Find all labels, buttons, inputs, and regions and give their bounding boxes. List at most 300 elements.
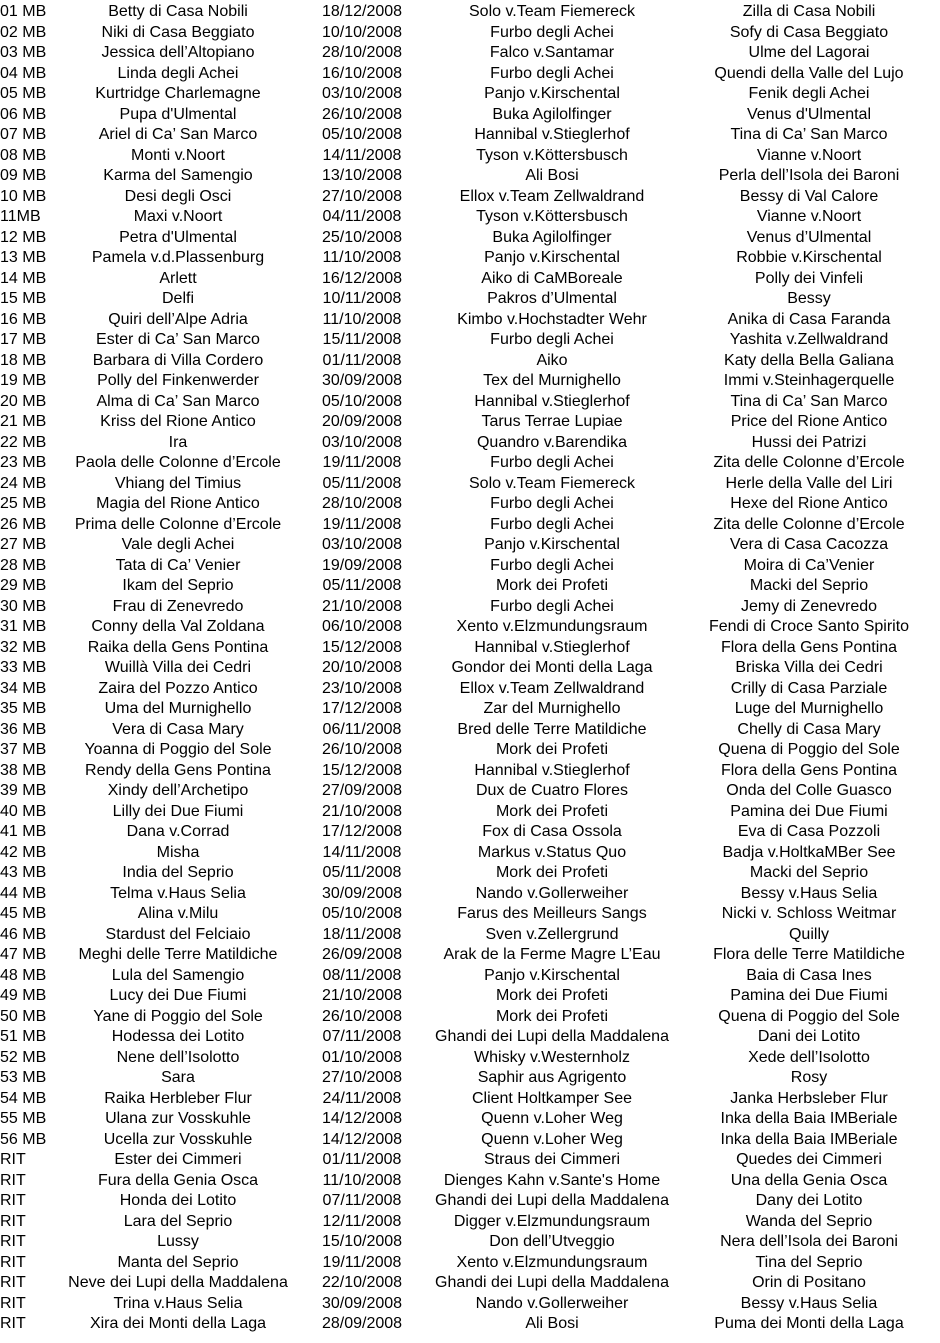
table-row <box>0 863 940 884</box>
dam-name: Bessy di Val Calore <box>739 187 879 205</box>
dam-name: Hussi dei Patrizi <box>751 433 867 451</box>
catalog-number: RIT <box>0 1151 26 1168</box>
dog-name: Nene dell’Isolotto <box>116 1048 240 1066</box>
birth-date: 24/11/2008 <box>322 1089 402 1107</box>
dog-name: Betty di Casa Nobili <box>108 3 248 20</box>
catalog-number: RIT <box>0 1315 26 1332</box>
sire-name: Mork dei Profeti <box>495 741 609 758</box>
dam-name: Zita delle Colonne d’Ercole <box>713 454 905 471</box>
dam-name: Xede dell’Isolotto <box>748 1048 870 1066</box>
dog-name: Xindy dell’Archetipo <box>107 782 249 799</box>
catalog-number: 34 MB <box>0 679 47 697</box>
catalog-number: 17 MB <box>0 331 47 348</box>
table-row <box>0 248 940 269</box>
dog-name: Ester dei Cimmeri <box>114 1151 242 1168</box>
catalog-number: 33 MB <box>0 659 47 676</box>
table-row <box>0 617 940 638</box>
birth-date: 21/10/2008 <box>321 802 403 820</box>
sire-name: Dux de Cuatro Flores <box>475 782 629 799</box>
dam-name: Price del Rione Antico <box>730 413 888 430</box>
dam-name: Orin di Positano <box>752 1274 866 1291</box>
sire-name: Buka Agilolfinger <box>492 105 612 123</box>
table-row <box>0 1109 940 1130</box>
catalog-number: 14 MB <box>0 269 47 287</box>
dam-name: Robbie v.Kirschental <box>736 249 882 266</box>
dog-name: Lussy <box>157 1233 199 1250</box>
dam-name: Flora delle Terre Matildiche <box>713 946 905 963</box>
birth-date: 14/11/2008 <box>322 146 402 164</box>
birth-date: 05/10/2008 <box>321 126 403 143</box>
sire-name: Furbo degli Achei <box>490 556 614 574</box>
catalog-number: 10 MB <box>0 187 47 205</box>
catalog-number: 26 MB <box>0 515 47 533</box>
sire-name: Aiko <box>536 351 568 369</box>
catalog-number: RIT <box>0 1274 26 1291</box>
sire-name: Mork dei Profeti <box>495 864 609 881</box>
table-row <box>0 412 940 433</box>
dam-name: Quilly <box>788 925 829 943</box>
dam-name: Venus d’Ulmental <box>746 228 872 246</box>
dam-name: Macki del Seprio <box>749 864 869 881</box>
dam-name: Janka Herbsleber Flur <box>730 1089 888 1107</box>
sire-name: Nando v.Gollerweiher <box>475 1294 629 1312</box>
birth-date: 21/10/2008 <box>321 987 403 1004</box>
dam-name: Quedes dei Cimmeri <box>736 1151 882 1168</box>
dam-name: Quendi della Valle del Lujo <box>714 64 904 82</box>
catalog-number: 54 MB <box>0 1089 47 1107</box>
birth-date: 17/12/2008 <box>321 700 403 717</box>
catalog-number: 36 MB <box>0 720 47 738</box>
dog-name: Linda degli Achei <box>117 64 239 82</box>
sire-name: Tyson v.Köttersbusch <box>476 208 628 225</box>
table-row <box>0 1007 940 1028</box>
dam-name: Puma dei Monti della Laga <box>714 1315 904 1332</box>
catalog-number: 24 MB <box>0 474 47 492</box>
dam-name: Wanda del Seprio <box>745 1212 873 1230</box>
sire-name: Quandro v.Barendika <box>476 433 627 451</box>
dog-name: Tata di Ca’ Venier <box>115 556 241 574</box>
catalog-number: 49 MB <box>0 987 47 1004</box>
table-row <box>0 1068 940 1089</box>
sire-name: Markus v.Status Quo <box>477 843 627 861</box>
dog-name: Fura della Genia Osca <box>97 1171 259 1189</box>
birth-date: 14/11/2008 <box>322 843 402 861</box>
table-row <box>0 1130 940 1151</box>
table-row <box>0 474 940 495</box>
birth-date: 13/10/2008 <box>321 167 403 184</box>
dog-name: Rendy della Gens Pontina <box>85 761 271 779</box>
table-row <box>0 453 940 474</box>
table-row <box>0 2 940 23</box>
catalog-number: 38 MB <box>0 761 47 779</box>
sire-name: Ali Bosi <box>525 1315 579 1332</box>
sire-name: Quenn v.Loher Weg <box>481 1110 623 1127</box>
birth-date: 10/11/2008 <box>322 290 402 307</box>
catalog-number: 03 MB <box>0 44 47 61</box>
catalog-number: RIT <box>0 1212 26 1230</box>
dog-name: Manta del Seprio <box>117 1253 239 1271</box>
table-row <box>0 556 940 577</box>
birth-date: 10/10/2008 <box>321 23 403 41</box>
birth-date: 28/10/2008 <box>321 495 403 512</box>
dog-name: Trina v.Haus Selia <box>113 1294 243 1312</box>
sire-name: Panjo v.Kirschental <box>484 249 620 266</box>
sire-name: Tex del Murnighello <box>483 372 621 389</box>
dam-name: Polly dei Vinfeli <box>754 269 864 287</box>
birth-date: 18/11/2008 <box>322 925 402 943</box>
catalog-number: 16 MB <box>0 310 47 328</box>
birth-date: 28/10/2008 <box>321 44 403 61</box>
dog-name: Quiri dell’Alpe Adria <box>108 310 248 328</box>
sire-name: Solo v.Team Fiemereck <box>469 474 635 492</box>
birth-date: 16/10/2008 <box>321 64 403 82</box>
dog-name: Kriss del Rione Antico <box>100 413 256 430</box>
dog-name: Barbara di Villa Cordero <box>92 351 264 369</box>
catalog-number: 39 MB <box>0 782 47 799</box>
dog-name: Meghi delle Terre Matildiche <box>78 946 278 963</box>
dam-name: Badja v.HoltkaMBer See <box>722 843 896 861</box>
sire-name: Hannibal v.Stieglerhof <box>474 638 630 656</box>
sire-name: Hannibal v.Stieglerhof <box>474 126 630 143</box>
sire-name: Furbo degli Achei <box>490 515 614 533</box>
dam-name: Immi v.Steinhagerquelle <box>723 372 895 389</box>
sire-name: Gondor dei Monti della Laga <box>451 659 653 676</box>
dog-name: Alina v.Milu <box>137 905 219 922</box>
dog-name: Ira <box>168 433 188 451</box>
dam-name: Onda del Colle Guasco <box>726 782 892 799</box>
birth-date: 21/10/2008 <box>321 597 403 615</box>
table-row <box>0 1150 940 1171</box>
table-row <box>0 105 940 126</box>
dog-name: Ucella zur Vosskuhle <box>103 1130 253 1148</box>
catalog-number: 20 MB <box>0 392 47 410</box>
birth-date: 30/09/2008 <box>321 1294 403 1312</box>
birth-date: 20/10/2008 <box>321 659 403 676</box>
sire-name: Panjo v.Kirschental <box>484 85 620 102</box>
table-row <box>0 371 940 392</box>
dog-name: Ariel di Ca’ San Marco <box>98 126 258 143</box>
dog-name: Vhiang del Timius <box>114 474 242 492</box>
table-row <box>0 986 940 1007</box>
birth-date: 06/10/2008 <box>321 618 403 635</box>
catalog-number: 04 MB <box>0 64 47 82</box>
birth-date: 03/10/2008 <box>321 536 403 553</box>
dam-name: Inka della Baia IMBeriale <box>720 1130 898 1148</box>
table-row <box>0 23 940 44</box>
birth-date: 01/10/2008 <box>321 1048 403 1066</box>
sire-name: Mork dei Profeti <box>495 987 609 1004</box>
dam-name: Quena di Poggio del Sole <box>718 1007 900 1025</box>
birth-date: 07/11/2008 <box>322 1192 402 1209</box>
birth-date: 05/10/2008 <box>321 905 403 922</box>
sire-name: Pakros d’Ulmental <box>487 290 617 307</box>
table-row <box>0 166 940 187</box>
catalog-number: 50 MB <box>0 1007 47 1025</box>
dam-name: Zilla di Casa Nobili <box>742 3 876 20</box>
birth-date: 26/10/2008 <box>321 105 403 123</box>
table-row <box>0 884 940 905</box>
table-row <box>0 1089 940 1110</box>
dam-name: Sofy di Casa Beggiato <box>729 23 889 41</box>
sire-name: Digger v.Elzmundungsraum <box>453 1212 651 1230</box>
birth-date: 20/09/2008 <box>321 413 403 430</box>
dog-name: Maxi v.Noort <box>133 208 223 225</box>
dam-name: Inka della Baia IMBeriale <box>720 1110 898 1127</box>
dam-name: Zita delle Colonne d’Ercole <box>713 515 905 533</box>
dog-name: Ikam del Seprio <box>122 577 234 594</box>
sire-name: Furbo degli Achei <box>490 331 614 348</box>
sire-name: Panjo v.Kirschental <box>484 536 620 553</box>
sire-name: Fox di Casa Ossola <box>482 823 622 840</box>
catalog-number: 23 MB <box>0 454 47 471</box>
table-row <box>0 720 940 741</box>
sire-name: Ellox v.Team Zellwaldrand <box>459 187 645 205</box>
birth-date: 17/12/2008 <box>321 823 403 840</box>
birth-date: 22/10/2008 <box>321 1274 403 1291</box>
sire-name: Don dell’Utveggio <box>489 1233 615 1250</box>
dog-name: Neve dei Lupi della Maddalena <box>68 1274 288 1291</box>
dog-name: Alma di Ca’ San Marco <box>96 392 260 410</box>
birth-date: 23/10/2008 <box>321 679 403 697</box>
dam-name: Bessy <box>787 290 831 307</box>
table-row <box>0 945 940 966</box>
dam-name: Tina di Ca’ San Marco <box>730 126 888 143</box>
catalog-number: 27 MB <box>0 536 47 553</box>
table-row <box>0 1232 940 1253</box>
sire-name: Client Holtkamper See <box>471 1089 633 1107</box>
catalog-number: 48 MB <box>0 966 47 984</box>
sire-name: Quenn v.Loher Weg <box>481 1130 623 1148</box>
catalog-number: 18 MB <box>0 351 47 369</box>
birth-date: 19/11/2008 <box>322 454 402 471</box>
birth-date: 26/10/2008 <box>321 1007 403 1025</box>
birth-date: 08/11/2008 <box>322 966 402 984</box>
sire-name: Falco v.Santamar <box>489 44 615 61</box>
sire-name: Buka Agilolfinger <box>492 228 612 246</box>
catalog-number: RIT <box>0 1294 26 1312</box>
dam-name: Briska Villa dei Cedri <box>735 659 883 676</box>
dog-name: Petra d'Ulmental <box>119 228 237 246</box>
dam-name: Fendi di Croce Santo Spirito <box>708 618 910 635</box>
sire-name: Ellox v.Team Zellwaldrand <box>459 679 645 697</box>
catalog-number: 02 MB <box>0 23 47 41</box>
dog-name: Misha <box>156 843 200 861</box>
dam-name: Bessy v.Haus Selia <box>740 1294 878 1312</box>
catalog-number: 12 MB <box>0 228 47 246</box>
dog-name: Frau di Zenevredo <box>112 597 244 615</box>
sire-name: Nando v.Gollerweiher <box>475 884 629 902</box>
dog-name: Polly del Finkenwerder <box>97 372 259 389</box>
dam-name: Dany dei Lotito <box>755 1192 863 1209</box>
sire-name: Saphir aus Agrigento <box>477 1069 627 1086</box>
table-row <box>0 207 940 228</box>
catalog-number: 43 MB <box>0 864 47 881</box>
dam-name: Herle della Valle del Liri <box>725 474 893 492</box>
birth-date: 05/11/2008 <box>322 864 402 881</box>
dam-name: Tina di Ca’ San Marco <box>730 392 888 410</box>
table-row <box>0 1253 940 1274</box>
sire-name: Panjo v.Kirschental <box>484 966 620 984</box>
table-row <box>0 494 940 515</box>
sire-name: Dienges Kahn v.Sante's Home <box>443 1171 661 1189</box>
dam-name: Vera di Casa Cacozza <box>729 536 889 553</box>
catalog-number: 11MB <box>0 208 41 225</box>
dog-name: Desi degli Osci <box>124 187 232 205</box>
birth-date: 19/11/2008 <box>322 515 402 533</box>
table-row <box>0 822 940 843</box>
catalog-number: 25 MB <box>0 495 47 512</box>
dam-name: Ulme del Lagorai <box>748 44 870 61</box>
catalog-number: RIT <box>0 1233 26 1250</box>
catalog-number: 21 MB <box>0 413 47 430</box>
dog-name: Uma del Murnighello <box>104 700 252 717</box>
birth-date: 05/11/2008 <box>322 577 402 594</box>
catalog-number: RIT <box>0 1192 26 1209</box>
dog-name: Paola delle Colonne d’Ercole <box>75 454 281 471</box>
catalog-number: 40 MB <box>0 802 47 820</box>
dam-name: Moira di Ca’Venier <box>743 556 875 574</box>
birth-date: 05/10/2008 <box>321 392 403 410</box>
dam-name: Katy della Bella Galiana <box>724 351 894 369</box>
table-row <box>0 330 940 351</box>
table-row <box>0 679 940 700</box>
sire-name: Whisky v.Westernholz <box>474 1048 630 1066</box>
sire-name: Kimbo v.Hochstadter Wehr <box>457 310 647 328</box>
dam-name: Hexe del Rione Antico <box>730 495 888 512</box>
sire-name: Hannibal v.Stieglerhof <box>474 392 630 410</box>
dog-name: Raika Herbleber Flur <box>104 1089 252 1107</box>
sire-name: Mork dei Profeti <box>495 1007 609 1025</box>
sire-name: Xento v.Elzmundungsraum <box>456 618 648 635</box>
table-row <box>0 515 940 536</box>
table-row <box>0 740 940 761</box>
dam-name: Dani dei Lotito <box>757 1028 861 1045</box>
catalog-number: 42 MB <box>0 843 47 861</box>
dog-name: Ester di Ca’ San Marco <box>96 331 260 348</box>
catalog-number: RIT <box>0 1253 26 1271</box>
dam-name: Anika di Casa Faranda <box>727 310 891 328</box>
table-row <box>0 699 940 720</box>
table-row <box>0 1191 940 1212</box>
catalog-number: 45 MB <box>0 905 47 922</box>
catalog-number: 37 MB <box>0 741 47 758</box>
dam-name: Venus d'Ulmental <box>746 105 871 123</box>
dog-name: Lilly dei Due Fiumi <box>112 802 244 820</box>
table-row <box>0 535 940 556</box>
birth-date: 18/12/2008 <box>321 3 403 20</box>
dog-name: Delfi <box>161 290 194 307</box>
sire-name: Ali Bosi <box>525 167 579 184</box>
table-row <box>0 43 940 64</box>
table-row <box>0 802 940 823</box>
birth-date: 26/10/2008 <box>321 741 403 758</box>
dog-name: Ulana zur Vosskuhle <box>105 1110 251 1127</box>
sire-name: Furbo degli Achei <box>490 454 614 471</box>
birth-date: 27/09/2008 <box>321 782 403 799</box>
catalog-number: 09 MB <box>0 167 47 184</box>
dam-name: Perla dell’Isola dei Baroni <box>718 167 900 184</box>
table-row <box>0 1314 940 1335</box>
sire-name: Arak de la Ferme Magre L’Eau <box>443 946 661 963</box>
birth-date: 19/11/2008 <box>322 1253 402 1271</box>
table-row <box>0 843 940 864</box>
catalog-number: 35 MB <box>0 700 47 717</box>
birth-date: 03/10/2008 <box>321 85 403 102</box>
birth-date: 30/09/2008 <box>321 372 403 389</box>
dog-name: Wuillà Villa dei Cedri <box>104 659 252 676</box>
birth-date: 27/10/2008 <box>321 187 403 205</box>
birth-date: 11/10/2008 <box>322 249 402 266</box>
sire-name: Furbo degli Achei <box>490 495 614 512</box>
sire-name: Tyson v.Köttersbusch <box>476 146 628 164</box>
sire-name: Straus dei Cimmeri <box>483 1151 621 1168</box>
sire-name: Furbo degli Achei <box>490 23 614 41</box>
dog-name: Kurtridge Charlemagne <box>95 85 261 102</box>
dam-name: Pamina dei Due Fiumi <box>730 987 888 1004</box>
table-row <box>0 433 940 454</box>
catalog-number: 15 MB <box>0 290 47 307</box>
dam-name: Crilly di Casa Parziale <box>730 679 888 697</box>
catalog-number: 46 MB <box>0 925 47 943</box>
catalog-number: 56 MB <box>0 1130 47 1148</box>
birth-date: 25/10/2008 <box>321 228 403 246</box>
catalog-number: RIT <box>0 1171 26 1189</box>
dam-name: Flora della Gens Pontina <box>720 761 898 779</box>
dam-name: Nera dell’Isola dei Baroni <box>720 1233 898 1250</box>
dog-name: Yane di Poggio del Sole <box>93 1007 263 1025</box>
sire-name: Furbo degli Achei <box>490 597 614 615</box>
dam-name: Flora della Gens Pontina <box>720 638 898 656</box>
dog-name: Jessica dell’Altopiano <box>101 44 255 61</box>
dog-name: Karma del Samengio <box>103 167 253 184</box>
table-row <box>0 925 940 946</box>
dog-name: Arlett <box>159 269 197 287</box>
sire-name: Tarus Terrae Lupiae <box>481 413 623 430</box>
dam-name: Jemy di Zenevredo <box>740 597 878 615</box>
sire-name: Ghandi dei Lupi della Maddalena <box>435 1192 669 1209</box>
dog-name: Stardust del Felciaio <box>105 925 251 943</box>
table-row <box>0 638 940 659</box>
dam-name: Tina del Seprio <box>755 1253 863 1271</box>
table-row <box>0 392 940 413</box>
dam-name: Nicki v. Schloss Weitmar <box>721 905 897 922</box>
catalog-number: 52 MB <box>0 1048 47 1066</box>
catalog-number: 19 MB <box>0 372 47 389</box>
birth-date: 05/11/2008 <box>322 474 402 492</box>
dam-name: Luge del Murnighello <box>734 700 884 717</box>
table-row <box>0 781 940 802</box>
dam-name: Rosy <box>790 1069 828 1086</box>
dog-name: Honda dei Lotito <box>119 1192 237 1209</box>
birth-date: 15/12/2008 <box>321 638 403 656</box>
dog-name: Yoanna di Poggio del Sole <box>84 741 272 758</box>
birth-date: 15/10/2008 <box>321 1233 403 1250</box>
dog-name: Telma v.Haus Selia <box>110 884 246 902</box>
table-row <box>0 187 940 208</box>
dam-name: Quena di Poggio del Sole <box>718 741 900 758</box>
dog-name: Lara del Seprio <box>123 1212 233 1230</box>
table-row <box>0 228 940 249</box>
birth-date: 01/11/2008 <box>322 1151 402 1168</box>
dog-name: Hodessa dei Lotito <box>111 1028 245 1045</box>
birth-date: 03/10/2008 <box>321 433 403 451</box>
dog-name: Vale degli Achei <box>121 536 235 553</box>
dog-name: Niki di Casa Beggiato <box>101 23 255 41</box>
table-row <box>0 1027 940 1048</box>
birth-date: 26/09/2008 <box>321 946 403 963</box>
sire-name: Zar del Murnighello <box>483 700 621 717</box>
sire-name: Farus des Meilleurs Sangs <box>457 905 647 922</box>
